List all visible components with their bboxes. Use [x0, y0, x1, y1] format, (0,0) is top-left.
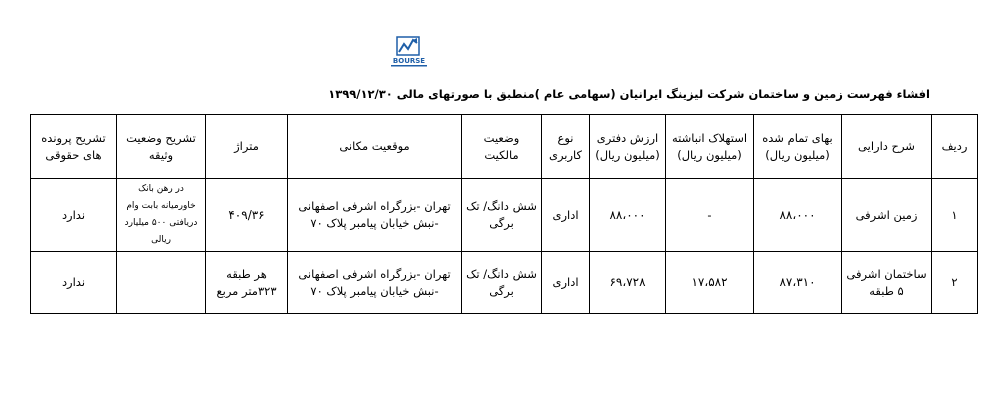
cell-collateral: [117, 252, 206, 314]
cell-usage-type: اداری: [542, 252, 590, 314]
cell-ownership: شش دانگ/ تک برگی: [462, 179, 542, 252]
bourse-logo-icon: [383, 35, 435, 69]
logo-text: BOURSE: [392, 57, 426, 65]
header-description: شرح دارایی: [842, 115, 932, 179]
cell-area: هر طبقه ۳۲۳متر مربع: [206, 252, 288, 314]
header-area: متراژ: [206, 115, 288, 179]
cell-row-no: ۲: [932, 252, 978, 314]
cell-description: زمین اشرفی: [842, 179, 932, 252]
table-row: [31, 179, 978, 252]
header-location: موقعیت مکانی: [288, 115, 462, 179]
cell-book-value: ۶۹،۷۲۸: [590, 252, 666, 314]
cell-legal-cases: ندارد: [31, 179, 117, 252]
header-book-value: ارزش دفتری (میلیون ریال): [590, 115, 666, 179]
header-usage-type: نوع کاربری: [542, 115, 590, 179]
header-final-cost: بهای تمام شده (میلیون ریال): [754, 115, 842, 179]
cell-ownership: شش دانگ/ تک برگی: [462, 252, 542, 314]
cell-collateral: در رهن بانک خاورمیانه بابت وام دریافتی ۵۰۰ میلیارد ریالی: [117, 179, 206, 252]
cell-description: ساختمان اشرفی ۵ طبقه: [842, 252, 932, 314]
cell-row-no: ۱: [932, 179, 978, 252]
bourse-logo: [383, 35, 435, 69]
header-ownership: وضعیت مالکیت: [462, 115, 542, 179]
cell-location: تهران -بزرگراه اشرفی اصفهانی -نبش خیابان پیامبر پلاک ۷۰: [288, 179, 462, 252]
cell-accumulated-depreciation: ۱۷،۵۸۲: [666, 252, 754, 314]
header-collateral: تشریح وضعیت وثیقه: [117, 115, 206, 179]
cell-location: تهران -بزرگراه اشرفی اصفهانی -نبش خیابان پیامبر پلاک ۷۰: [288, 252, 462, 314]
cell-final-cost: ۸۷،۳۱۰: [754, 252, 842, 314]
cell-book-value: ۸۸،۰۰۰: [590, 179, 666, 252]
cell-area: ۴۰۹/۳۶: [206, 179, 288, 252]
cell-legal-cases: ندارد: [31, 252, 117, 314]
header-legal-cases: تشریح پرونده های حقوقی: [31, 115, 117, 179]
table-row: [31, 252, 978, 314]
page-title: افشاء فهرست زمین و ساختمان شرکت لیزینگ ایرانیان (سهامی عام )منطبق با صورتهای مالی ۱۳۹۹/۱۲/۳۰: [328, 87, 930, 101]
assets-table: [30, 114, 978, 314]
header-accumulated-depreciation: استهلاک انباشته (میلیون ریال): [666, 115, 754, 179]
table-header-row: [31, 115, 978, 179]
header-row-no: ردیف: [932, 115, 978, 179]
cell-final-cost: ۸۸،۰۰۰: [754, 179, 842, 252]
cell-usage-type: اداری: [542, 179, 590, 252]
cell-accumulated-depreciation: -: [666, 179, 754, 252]
